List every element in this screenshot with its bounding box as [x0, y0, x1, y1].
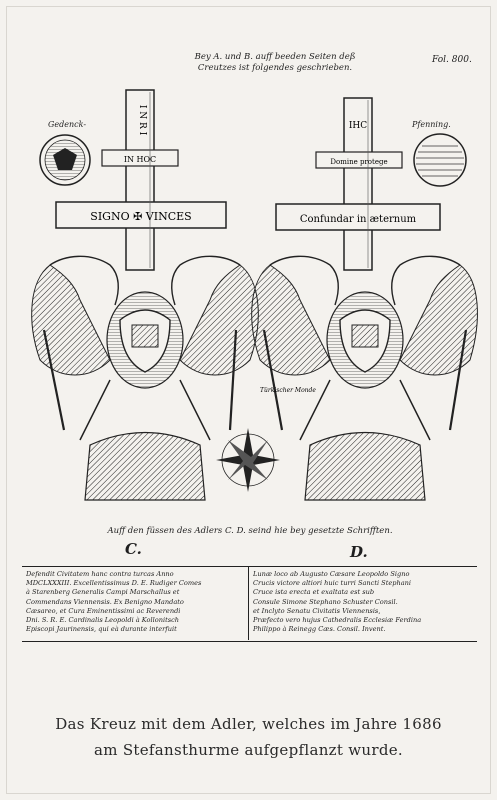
cross-left-arms-text: IN HOC — [123, 155, 157, 164]
eagle-left — [32, 256, 259, 440]
cross-left-beam-text: SIGNO ✠ VINCES — [90, 210, 192, 223]
inscription-d-line: Crucis victore altiori huic turri Sancti Stephani — [253, 579, 412, 588]
inscription-c-line: Episcopi Jaurinensis, qui eà durante interfuit — [26, 625, 177, 634]
inscription-c-line: MDCLXXXIII. Excellentissimus D. E. Rudiger Comes — [26, 579, 202, 588]
inscription-c — [26, 570, 248, 634]
medal-right — [414, 134, 466, 186]
cross-left-top-text: I N R I — [137, 104, 147, 136]
inscription-c-line: Commendans Viennensis. Ex Benigno Mandato — [26, 597, 184, 606]
engraving-illustration — [20, 80, 480, 520]
inscription-d-line: Præfecto vero hujus Cathedralis Ecclesiæ Ferdina — [253, 616, 422, 625]
header-text — [160, 52, 390, 74]
label-d: D. — [350, 543, 368, 561]
medal-label-left: Gedenck- — [48, 120, 87, 129]
medal-left — [40, 135, 90, 185]
cross-right-arms-text: Domine protege — [330, 158, 388, 166]
inscription-d-line: Lunæ loco ab Augusto Cæsare Leopoldo Signo — [253, 570, 410, 578]
cross-right-top-text: IHC — [348, 121, 368, 131]
caption-line-2: am Stefansthurme aufgepflanzt wurde. — [94, 741, 403, 759]
inscription-c-line: Cæsareo, et Cura Eminentissimi ac Reverendi — [26, 606, 181, 615]
inscription-c-line: Dni. S. R. E. Cardinalis Leopoldi à Kollonitsch — [26, 616, 180, 625]
eagle-right — [252, 256, 478, 440]
inscription-d — [253, 570, 475, 634]
pedestal-right — [305, 433, 425, 501]
header-line-2: Creutzes ist folgendes geschrieben. — [197, 63, 353, 73]
header-line-1: Bey A. und B. auff beeden Seiten deß — [194, 52, 356, 62]
inscription-d-line: Consule Simone Stephano Schuster Consil. — [253, 597, 398, 606]
cross-right-beam-text: Confundar in æternum — [299, 214, 417, 225]
folio-number: Fol. 800. — [432, 55, 472, 65]
compass-rose — [216, 428, 280, 492]
compass-note: Türkischer Monde — [260, 387, 316, 394]
inscription-divider — [248, 566, 249, 640]
feet-caption: Auff den füssen des Adlers C. D. seind hie bey gesetzte Schrifften. — [107, 526, 393, 536]
inscription-d-line: et Inclyto Senatu Civitatis Viennensis, — [253, 606, 381, 615]
inscription-c-line: à Starenberg Generalis Campi Marschallus et — [26, 588, 180, 597]
caption-line-1: Das Kreuz mit dem Adler, welches im Jahre 1686 — [55, 715, 442, 733]
label-c: C. — [125, 540, 142, 558]
medal-label-right: Pfenning. — [412, 120, 451, 129]
inscription-d-line: Cruce ista erecta et exaltata est sub — [253, 588, 375, 597]
pedestal-left — [85, 433, 205, 501]
inscription-d-line: Philippo à Reinegg Cæs. Consil. Invent. — [253, 625, 386, 634]
inscription-c-line: Defendit Civitatem hanc contra turcas Anno — [26, 570, 174, 578]
